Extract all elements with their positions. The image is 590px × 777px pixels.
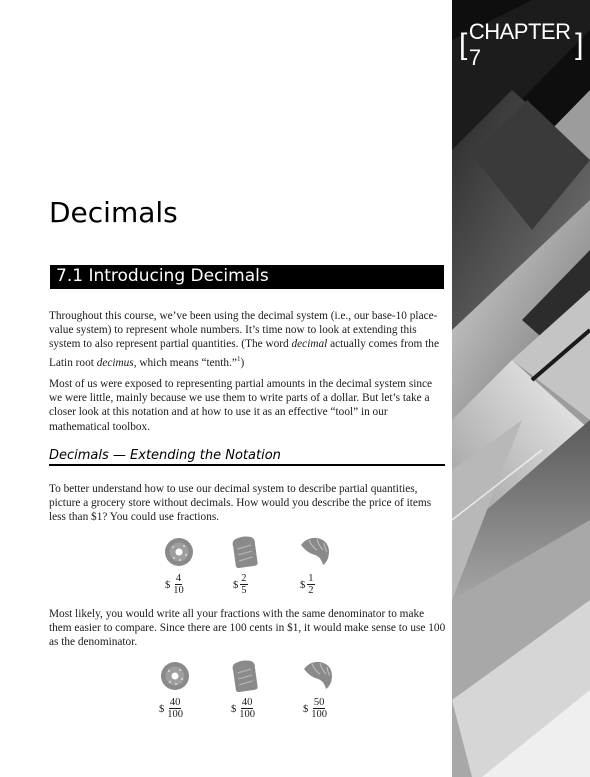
croissant-icon: [300, 659, 334, 691]
chapter-open-bracket: [: [459, 28, 467, 61]
subheading-text: Decimals — Extending the Notation: [49, 448, 281, 463]
fraction: [172, 573, 185, 596]
section-heading: [50, 265, 444, 289]
numerator: 2: [241, 573, 247, 584]
denominator: 100: [239, 709, 255, 720]
currency-sign: $: [233, 580, 239, 591]
numerator: 4: [175, 573, 182, 584]
price-label: [165, 573, 185, 596]
denominator: 5: [241, 585, 247, 596]
text-run: , which means “tenth.”: [133, 356, 237, 369]
decorative-side-panel: [452, 0, 590, 777]
donut-icon: [164, 537, 194, 567]
fraction: [310, 697, 328, 720]
intro-paragraph: [49, 309, 446, 370]
fraction: [238, 697, 256, 720]
donut-icon: [160, 661, 190, 691]
italic-term-decimus: decimus: [96, 356, 134, 369]
dollar-paragraph: Most of us were exposed to representing partial amounts in the decimal system since we were little, mainly because we use them to write parts of a dollar. But let’s take a closer look at this notation and at how to use it as an effective “tool” in our mathematical toolbox.: [49, 378, 433, 433]
numerator: 40: [241, 697, 253, 708]
chapter-title: Decimals: [49, 196, 178, 229]
geometric-pattern: [452, 0, 590, 777]
denominator: 100: [167, 709, 183, 720]
chapter-label: [459, 19, 583, 70]
text-run: ): [240, 356, 245, 369]
chapter-close-bracket: ]: [575, 28, 583, 61]
fraction: [240, 573, 247, 596]
chapter-number: CHAPTER 7: [468, 19, 571, 70]
price-label: [300, 573, 315, 596]
grocery-paragraph: To better understand how to use our decimal system to describe partial quantities, picture a grocery store without decimals. How would you describe the price of items less than $1? You could use fractions.: [49, 483, 432, 524]
text-run: actually comes from the Latin root: [49, 338, 439, 369]
denominator-paragraph: Most likely, you would write all your fractions with the same denominator to make them easier to compare. Since there are 100 cents in $1, it would make sense to use 100 as the denominator.: [49, 608, 446, 649]
subheading: [49, 446, 445, 466]
price-label: [303, 697, 328, 720]
numerator: 1: [308, 573, 314, 584]
numerator: 50: [313, 697, 325, 708]
price-label: [231, 697, 256, 720]
fraction: [166, 697, 184, 720]
italic-term-decimal: decimal: [291, 338, 328, 351]
currency-sign: $: [303, 704, 309, 715]
numerator: 40: [169, 697, 181, 708]
denominator: 2: [308, 585, 314, 596]
price-label: [233, 573, 248, 596]
currency-sign: $: [159, 704, 165, 715]
bread-loaf-icon: [232, 660, 258, 692]
text-run: Throughout this course, we’ve been using the decimal system (i.e., our base-10 place-value system) to represent whole numbers. It’s time now to look at extending this system to also represent partial quantities. (The word: [49, 310, 438, 351]
currency-sign: $: [165, 580, 171, 591]
footnote-marker: 1: [236, 354, 241, 363]
section-title: 7.1 Introducing Decimals: [56, 266, 269, 286]
currency-sign: $: [231, 704, 237, 715]
croissant-icon: [297, 535, 331, 567]
currency-sign: $: [300, 580, 306, 591]
fraction: [307, 573, 314, 596]
denominator: 100: [311, 709, 327, 720]
denominator: 10: [173, 585, 184, 596]
price-label: [159, 697, 184, 720]
bread-loaf-icon: [232, 536, 258, 568]
